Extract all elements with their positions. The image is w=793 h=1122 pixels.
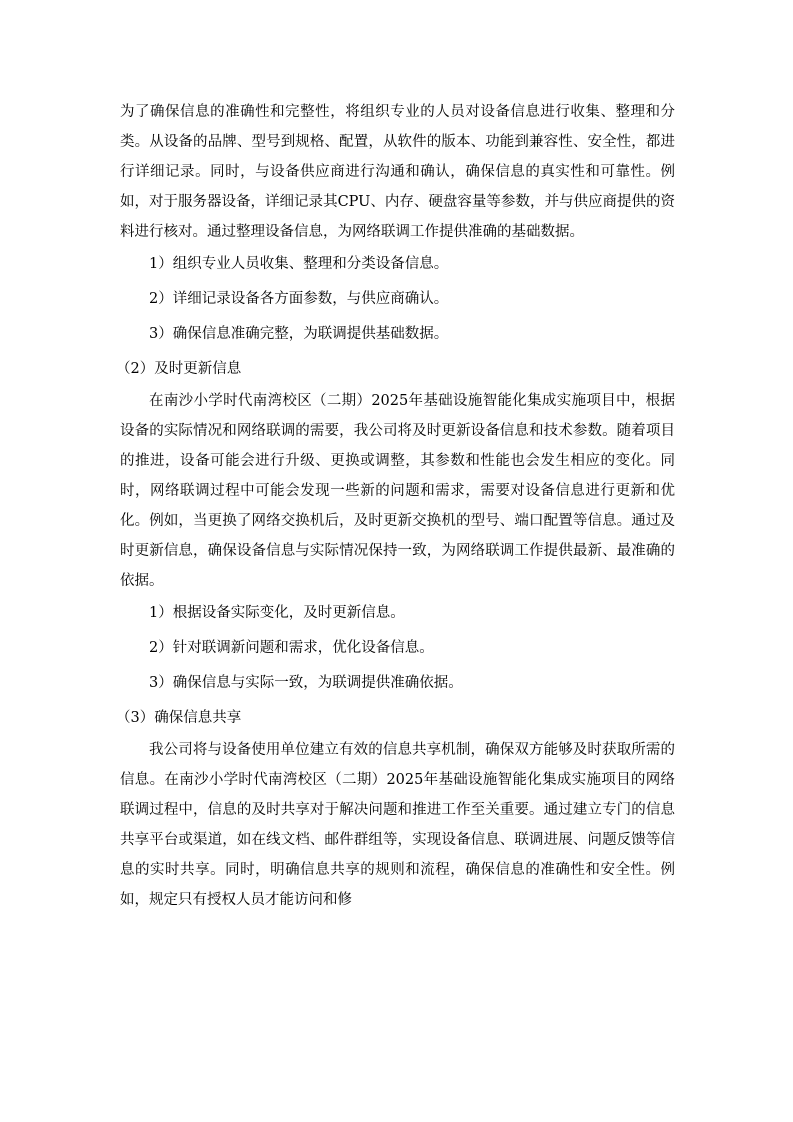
list-item: 1）组织专业人员收集、整理和分类设备信息。	[149, 256, 449, 272]
body-paragraph: 为了确保信息的准确性和完整性，将组织专业的人员对设备信息进行收集、整理和分类。从设备的品牌、型号到规格、配置，从软件的版本、功能到兼容性、安全性，都进行详细记录。同时，与设备供应商进行沟通和确认，确保信息的真实性和可靠性。例如，对于服务器设备，详细记录其CPU、内存、硬盘容量等参数，并与供应商提供的资料进行核对。通过整理设备信息，为网络联调工作提供准确的基础数据。	[120, 104, 675, 240]
document-body	[116, 97, 675, 915]
section-heading: （2）及时更新信息	[116, 361, 242, 377]
section-heading: （3）确保信息共享	[116, 710, 242, 726]
list-item: 3）确保信息准确完整，为联调提供基础数据。	[149, 326, 449, 342]
body-paragraph: 我公司将与设备使用单位建立有效的信息共享机制，确保双方能够及时获取所需的信息。在南沙小学时代南湾校区（二期）2025年基础设施智能化集成实施项目的网络联调过程中，信息的及时共享对于解决问题和推进工作至关重要。通过建立专门的信息共享平台或渠道，如在线文档、邮件群组等，实现设备信息、联调进展、问题反馈等信息的实时共享。同时，明确信息共享的规则和流程，确保信息的准确性和安全性。例如，规定只有授权人员才能访问和修	[120, 742, 675, 908]
body-paragraph: 在南沙小学时代南湾校区（二期）2025年基础设施智能化集成实施项目中，根据设备的实际情况和网络联调的需要，我公司将及时更新设备信息和技术参数。随着项目的推进，设备可能会进行升级、更换或调整，其参数和性能也会发生相应的变化。同时，网络联调过程中可能会发现一些新的问题和需求，需要对设备信息进行更新和优化。例如，当更换了网络交换机后，及时更新交换机的型号、端口配置等信息。通过及时更新信息，确保设备信息与实际情况保持一致，为网络联调工作提供最新、最准确的依据。	[120, 393, 675, 589]
list-item: 1）根据设备实际变化，及时更新信息。	[149, 605, 405, 621]
list-item: 3）确保信息与实际一致，为联调提供准确依据。	[149, 675, 463, 691]
list-item: 2）针对联调新问题和需求，优化设备信息。	[149, 640, 434, 656]
list-item: 2）详细记录设备各方面参数，与供应商确认。	[149, 291, 449, 307]
